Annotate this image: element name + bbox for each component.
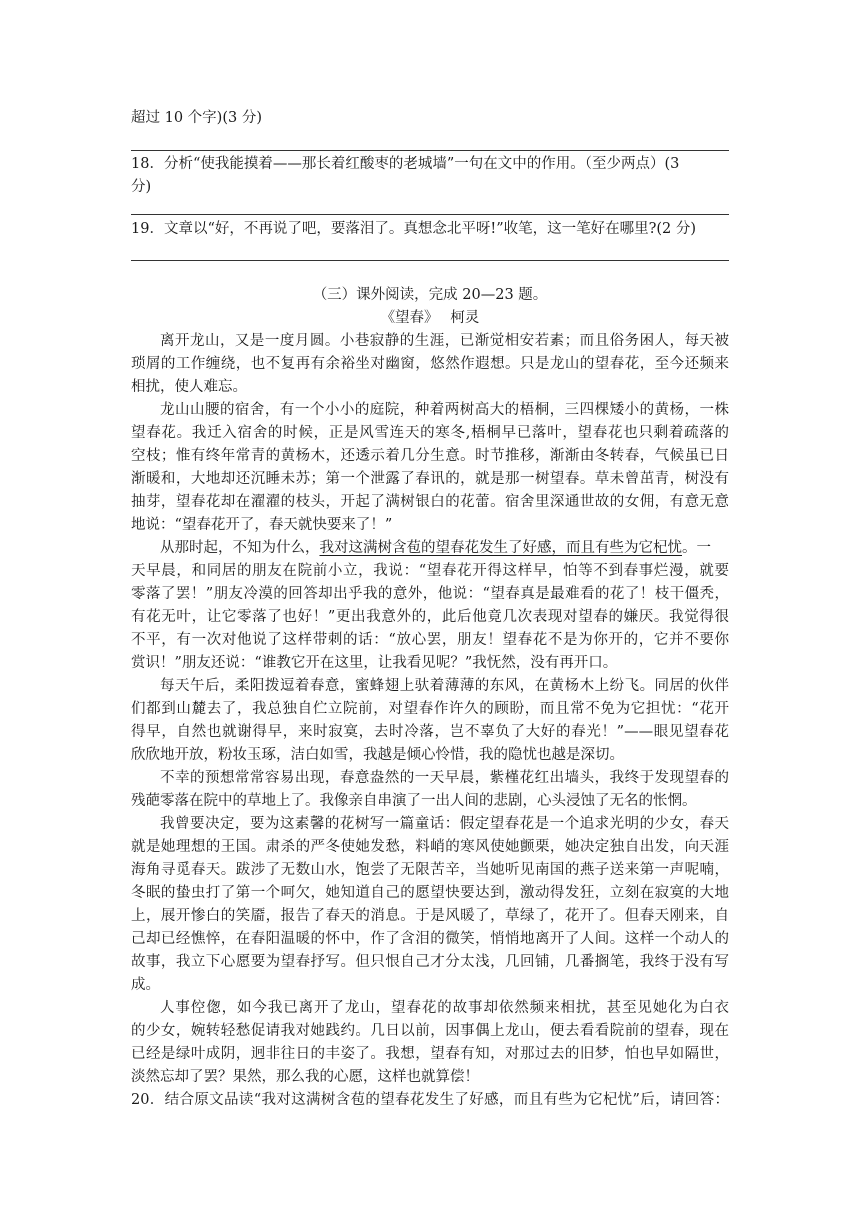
text-line: 空枝；惟有终年常青的黄杨木，还透示着几分生意。时节推移，渐渐由冬转春，气候虽已日 (131, 448, 729, 464)
text-line-with-underline (131, 536, 729, 560)
text-segment: 从那时起，不知为什么， (160, 540, 320, 556)
text-line: 海角寻觅春天。跋涉了无数山水，饱尝了无限苦辛，当她听见南国的燕子送来第一声呢喃， (131, 862, 729, 878)
text-line: 每天午后，柔阳拨逗着春意，蜜蜂翅上驮着薄薄的东风，在黄杨木上纷飞。同居的伙伴 (160, 678, 729, 694)
underlined-sentence: 我对这满树含苞的望春花发生了好感，而且有些为它杞忧 (319, 540, 682, 556)
text-line: 残葩零落在院中的草地上了。我像亲自串演了一出人间的悲剧，心头浸蚀了无名的怅惘。 (131, 793, 697, 809)
text-line: 龙山山腰的宿舍，有一个小小的庭院，种着两树高大的梧桐，三四棵矮小的黄杨，一株 (160, 402, 729, 418)
text-line: 上，展开惨白的笑靥，报告了春天的消息。于是风暖了，草绿了，花开了。但春天刚来，自 (131, 908, 729, 924)
text-line: 的少女，婉转轻愁促请我对她践约。几日以前，因事偶上龙山，便去看看院前的望春，现在 (131, 1023, 729, 1039)
text-line: 不幸的预想常常容易出现，春意盎然的一天早晨，紫槿花红出墙头，我终于发现望春的 (160, 770, 729, 786)
text-line: 渐暖和，大地却还沉睡未苏；第一个泄露了春讯的，就是那一树望春。草未曾茁青，树没有 (131, 471, 729, 487)
question-continuation: 超过 10 个字)(3 分) (131, 110, 262, 126)
text-line: 抽芽，望春花却在濯濯的枝头，开起了满树银白的花蕾。宿舍里深通世故的女佣，有意无意 (131, 494, 729, 510)
question-20: 20．结合原文品读“我对这满树含苞的望春花发生了好感，而且有些为它杞忧”后，请回答： (131, 1092, 729, 1108)
text-line: 们都到山麓去了，我总独自伫立院前，对望春作许久的顾盼，而且常不免为它担忧：“花开 (131, 701, 729, 717)
question-18-line-2: 分) (131, 179, 152, 195)
text-segment: 。一 (682, 540, 711, 556)
text-line: 不平，有一次对他说了这样带刺的话：“放心罢，朋友！望春花不是为你开的，它并不要你 (131, 632, 729, 648)
text-line: 我曾要决定，要为这素馨的花树写一篇童话：假定望春花是一个追求光明的少女，春天 (160, 816, 729, 832)
section-heading: （三）课外阅读，完成 20—23 题。 (312, 287, 548, 303)
text-line: 相扰，使人难忘。 (131, 379, 247, 395)
text-line: 零落了罢！”朋友冷漠的回答却出乎我的意外，他说：“望春真是最难看的花了！枝干僵秃， (131, 586, 729, 602)
text-line: 人事倥偬，如今我已离开了龙山，望春花的故事却依然频来相扰，甚至见她化为白衣 (160, 1000, 729, 1016)
text-line: 赏识！”朋友还说：“谁教它开在这里，让我看见呢？”我怃然，没有再开口。 (131, 655, 618, 671)
text-line: 淡然忘却了罢？果然，那么我的心愿，这样也就算偿！ (131, 1069, 479, 1085)
text-line: 冬眠的蛰虫打了第一个呵欠，她知道自己的愿望快要达到，激动得发狂，立刻在寂寞的大地 (131, 885, 729, 901)
text-line: 离开龙山，又是一度月圆。小巷寂静的生涯，已渐觉相安若素；而且俗务困人，每天被 (160, 333, 729, 349)
answer-line (131, 260, 729, 261)
article-title: 《望春》 柯灵 (380, 310, 480, 326)
text-line: 得早，自然也就谢得早，来时寂寞，去时冷落，岂不辜负了大好的春光！”——眼见望春花 (131, 724, 729, 740)
text-line: 望春花。我迁入宿舍的时候，正是风雪连天的寒冬,梧桐早已落叶，望春花也只剩着疏落的 (131, 425, 729, 441)
question-18-line-1: 18．分析“使我能摸着——那长着红酸枣的老城墙”一句在文中的作用。（至少两点）(3 (131, 156, 680, 172)
text-line: 地说：“望春花开了，春天就快要来了！” (131, 517, 393, 533)
question-19: 19．文章以“好，不再说了吧，要落泪了。真想念北平呀!”收笔，这一笔好在哪里?(2 分) (131, 221, 697, 237)
text-line: 故事，我立下心愿要为望春抒写。但只恨自己才分太浅，几回铺，几番搁笔，我终于没有写 (131, 954, 729, 970)
text-line: 有花无叶，让它零落了也好！”更出我意外的，此后他竟几次表现对望春的嫌厌。我觉得很 (131, 609, 729, 625)
text-line: 琐屑的工作缠绕，也不复再有余裕坐对幽窗，悠然作遐想。只是龙山的望春花，至今还频来 (131, 356, 729, 372)
text-line: 就是她理想的王国。肃杀的严冬使她发愁，料峭的寒风使她颤栗，她决定独自出发，向天涯 (131, 839, 729, 855)
text-line: 己却已经憔悴，在春阳温暖的怀中，作了含泪的微笑，悄悄地离开了人间。这样一个动人的 (131, 931, 729, 947)
answer-line (131, 150, 729, 151)
text-line: 天早晨，和同居的朋友在院前小立，我说：“望春花开得这样早，怕等不到春事烂漫，就要 (131, 563, 729, 579)
text-line: 欣欣地开放，粉妆玉琢，洁白如雪，我越是倾心怜惜，我的隐忧也越是深切。 (131, 747, 624, 763)
answer-line (131, 214, 729, 215)
text-line: 已经是绿叶成阴，迥非往日的丰姿了。我想，望春有知，对那过去的旧梦，怕也早如隔世， (131, 1046, 729, 1062)
text-line: 成。 (131, 977, 160, 993)
